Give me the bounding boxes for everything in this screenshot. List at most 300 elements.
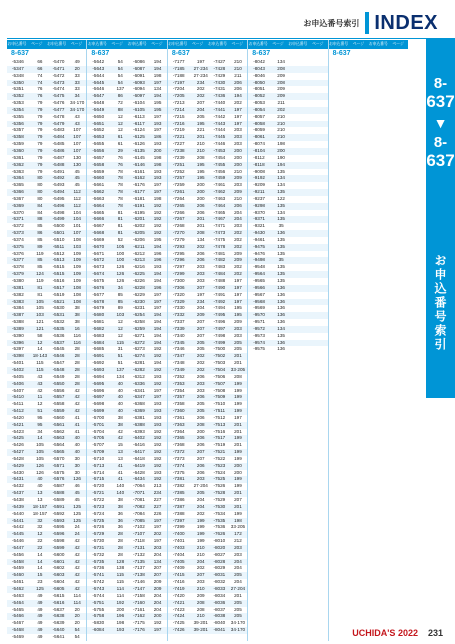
page-ref: 192 xyxy=(153,435,162,441)
index-row xyxy=(87,442,166,449)
order-number: -5593 xyxy=(52,517,65,523)
index-row xyxy=(87,367,166,374)
order-number: -8053 xyxy=(253,100,265,106)
page-ref: 200 xyxy=(234,462,242,468)
page-ref: 209 xyxy=(277,93,285,99)
order-number: -5355 xyxy=(12,113,24,119)
page-ref: 95 xyxy=(37,421,43,427)
index-row xyxy=(168,422,247,429)
page-ref: 72 xyxy=(117,100,123,106)
order-number: -5456 xyxy=(12,551,24,557)
order-number: -8043 xyxy=(253,65,265,71)
page-ref: 104 xyxy=(73,209,81,215)
order-number: -9564 xyxy=(253,271,265,277)
order-number xyxy=(290,257,309,264)
order-number: -6206 xyxy=(133,236,145,242)
order-number: -5681 xyxy=(92,319,105,325)
index-row xyxy=(7,93,86,100)
page-ref: 33·205 xyxy=(230,524,246,530)
order-number xyxy=(290,305,309,312)
index-row xyxy=(248,346,327,353)
page-ref: 199 xyxy=(196,524,205,530)
page-ref: 198 xyxy=(277,141,285,147)
order-number: -7354 xyxy=(172,387,185,393)
page-ref: 201 xyxy=(234,442,242,448)
order-number: -5510 xyxy=(52,236,65,242)
order-number: -6181 xyxy=(133,195,145,201)
page-ref: 14 xyxy=(37,551,43,557)
order-number: -5547 xyxy=(52,360,65,366)
index-row xyxy=(87,189,166,196)
order-number: -5405 xyxy=(12,373,24,379)
page-ref: 76 xyxy=(117,154,123,160)
page-ref: 112 xyxy=(73,189,81,195)
page-ref: 46 xyxy=(74,483,80,489)
page-ref: 210 xyxy=(196,551,205,557)
page-ref: 207 xyxy=(196,572,205,578)
page-ref: 192 xyxy=(153,202,162,208)
page-ref: 42 xyxy=(74,579,80,585)
page-ref: 192 xyxy=(153,620,162,626)
order-number: -7502 xyxy=(213,353,226,359)
page-ref: 42 xyxy=(74,401,80,407)
order-number: -7132 xyxy=(133,551,145,557)
page-ref: 209 xyxy=(234,257,242,263)
page-ref: 95 xyxy=(37,414,43,420)
page-ref: 208 xyxy=(277,65,285,71)
order-number: -7534 xyxy=(213,510,226,516)
page-ref: 194 xyxy=(153,65,162,71)
page-ref: 81 xyxy=(37,291,43,297)
order-number: -9548 xyxy=(253,264,265,270)
page-ref: 79 xyxy=(37,147,43,153)
order-number: -6086 xyxy=(133,59,145,64)
page-ref: 194 xyxy=(153,332,162,338)
index-row xyxy=(168,333,247,340)
order-number: -7526 xyxy=(213,483,226,489)
page-ref: 136 xyxy=(277,346,285,352)
index-row xyxy=(87,216,166,223)
order-number xyxy=(290,100,309,107)
order-number: -5467 xyxy=(12,620,24,626)
order-number: -5532 xyxy=(52,319,65,325)
order-number xyxy=(290,244,309,251)
page-ref: 136 xyxy=(277,312,285,318)
page-ref: 79 xyxy=(37,154,43,160)
index-row xyxy=(168,552,247,559)
index-row xyxy=(7,86,86,93)
order-number xyxy=(290,182,309,189)
page-ref: 194 xyxy=(153,278,162,283)
page-ref: 42 xyxy=(74,538,80,544)
page-ref xyxy=(309,73,328,80)
order-number: -7161 xyxy=(133,606,145,612)
order-number: -7270 xyxy=(172,230,185,236)
page-ref: 206 xyxy=(196,442,205,448)
column-label: お申込番号 xyxy=(47,42,67,46)
page-ref: 197 xyxy=(234,284,242,290)
page-ref: 28 xyxy=(117,538,123,544)
order-number: -7426 xyxy=(172,627,185,633)
page-ref xyxy=(309,210,328,217)
order-number: -7626 xyxy=(213,531,226,537)
index-row xyxy=(248,278,327,285)
index-row xyxy=(168,435,247,442)
order-number: -7425 xyxy=(172,620,185,626)
order-number: -8036 xyxy=(213,599,226,605)
order-number: -6274 xyxy=(133,353,145,359)
page-ref: 74 xyxy=(37,79,43,85)
page-ref: 124 xyxy=(36,271,44,277)
order-number: -7521 xyxy=(213,449,226,455)
index-row xyxy=(7,579,86,586)
order-number: -7453 xyxy=(213,147,226,153)
order-number: -7405 xyxy=(172,558,185,564)
page-ref: 203 xyxy=(153,544,162,550)
order-number: -5478 xyxy=(52,113,65,119)
index-row xyxy=(248,86,327,93)
order-number: -5515 xyxy=(52,271,65,277)
page-ref: 115 xyxy=(36,366,44,372)
page-ref: 206 xyxy=(234,79,242,85)
order-number: -9211 xyxy=(253,189,265,195)
order-number: -7175 xyxy=(133,620,145,626)
order-number: -7365 xyxy=(172,435,185,441)
page-ref: 197 xyxy=(153,113,162,119)
page-ref: 40 xyxy=(37,476,43,482)
page-ref: 202 xyxy=(196,510,205,516)
page-ref: 49 xyxy=(37,627,43,633)
page-ref: 81 xyxy=(117,223,123,229)
index-row xyxy=(168,565,247,572)
index-row xyxy=(7,511,86,518)
order-number: -7482 xyxy=(213,257,226,263)
order-number: -5639 xyxy=(52,620,65,626)
index-row xyxy=(7,292,86,299)
header-title: INDEX xyxy=(374,11,438,34)
order-number: -7131 xyxy=(133,544,145,550)
page-ref: 126 xyxy=(36,469,44,475)
column-label: お申込番号 xyxy=(329,42,349,46)
page-ref: 202 xyxy=(196,366,205,372)
order-number: -5546 xyxy=(52,353,65,359)
order-number: -5600 xyxy=(52,551,65,557)
column-label: お申込番号 xyxy=(87,42,107,46)
order-number: -6416 xyxy=(133,442,145,448)
page-ref: 78 xyxy=(117,182,123,188)
order-number: -9430 xyxy=(253,230,265,236)
index-row xyxy=(248,93,327,100)
block-header xyxy=(329,40,408,49)
order-number: -6093 xyxy=(133,79,145,85)
page-ref: 203 xyxy=(234,182,242,188)
page-ref xyxy=(309,148,328,155)
index-row xyxy=(87,121,166,128)
order-number: -5421 xyxy=(12,421,24,427)
index-row xyxy=(87,613,166,620)
index-row xyxy=(87,374,166,381)
page-ref: 39·201 xyxy=(193,620,208,626)
index-row xyxy=(168,490,247,497)
page-ref: 28 xyxy=(117,544,123,550)
order-number: -5351 xyxy=(12,86,24,92)
order-number: -5447 xyxy=(12,544,24,550)
order-number: -8042 xyxy=(253,59,265,64)
index-row xyxy=(168,80,247,87)
order-number: -5519 xyxy=(52,291,65,297)
page-ref: 126 xyxy=(116,271,125,277)
page-ref: 79 xyxy=(37,100,43,106)
order-number: -7348 xyxy=(172,360,185,366)
index-row xyxy=(7,264,86,271)
page-ref: 197 xyxy=(196,291,205,297)
page-ref: 33 xyxy=(74,79,80,85)
page-ref: 205 xyxy=(196,346,205,352)
page-ref xyxy=(309,127,328,134)
page-ref: 203 xyxy=(234,332,242,338)
order-number: -6161 xyxy=(133,168,145,174)
order-number: -8112 xyxy=(253,154,265,160)
order-number: -5473 xyxy=(52,79,65,85)
page-ref: 195 xyxy=(234,312,242,318)
order-number: -7529 xyxy=(213,497,226,502)
order-number: -5647 xyxy=(92,93,105,99)
index-row xyxy=(87,237,166,244)
order-number: -7146 xyxy=(133,579,145,585)
order-number: -7399 xyxy=(172,524,185,530)
page-ref: 28 xyxy=(74,360,80,366)
index-row xyxy=(87,319,166,326)
page-ref: 105 xyxy=(36,442,44,448)
page-ref: 20 xyxy=(74,620,80,626)
index-row xyxy=(7,210,86,217)
index-row xyxy=(168,216,247,223)
order-number: -8054 xyxy=(253,106,265,112)
page-ref: 115 xyxy=(116,579,124,585)
order-number: -7495 xyxy=(213,312,226,318)
page-ref: 78 xyxy=(117,168,123,174)
index-row xyxy=(168,182,247,189)
index-row xyxy=(7,251,86,258)
page-ref: 54 xyxy=(74,627,80,633)
index-row xyxy=(7,73,86,80)
order-number: -7528 xyxy=(213,490,226,496)
order-number: -9568 xyxy=(253,298,265,304)
page-ref: 190 xyxy=(277,154,285,160)
index-row xyxy=(7,196,86,203)
page-ref: 207 xyxy=(153,565,162,571)
page-ref: 20 xyxy=(74,65,80,71)
order-number: -5550 xyxy=(52,380,65,386)
order-number: -6226 xyxy=(133,278,145,283)
order-number: -7221 xyxy=(172,134,185,140)
order-number: -5605 xyxy=(52,585,65,591)
index-row xyxy=(87,93,166,100)
index-row xyxy=(168,401,247,408)
page-ref: 78 xyxy=(117,175,123,181)
page-ref xyxy=(309,86,328,93)
order-number: -6336 xyxy=(133,380,145,386)
page-ref: 66 xyxy=(37,65,43,71)
index-row xyxy=(87,388,166,395)
order-number: -5420 xyxy=(12,414,24,420)
page-ref: 203 xyxy=(196,380,205,386)
index-row xyxy=(168,134,247,141)
order-number: -5743 xyxy=(92,585,105,591)
page-ref: 207 xyxy=(153,572,162,578)
order-number: -5375 xyxy=(12,243,24,249)
order-number: -5535 xyxy=(52,325,65,331)
order-number: -7429 xyxy=(213,72,226,78)
order-number: -8104 xyxy=(253,147,265,153)
index-row xyxy=(87,490,166,497)
page-ref: 193 xyxy=(153,168,162,174)
order-number: -8027 xyxy=(213,551,226,557)
index-row xyxy=(7,346,86,353)
order-number: -5598 xyxy=(52,538,65,544)
order-number: -7490 xyxy=(213,284,226,290)
page-ref xyxy=(309,134,328,141)
index-row xyxy=(168,305,247,312)
page-ref: 43 xyxy=(74,113,80,119)
order-number: -5459 xyxy=(12,565,24,571)
order-number: -7340 xyxy=(172,332,185,338)
order-number: -6418 xyxy=(133,455,145,461)
page-ref: 136 xyxy=(277,319,285,325)
order-number: -8051 xyxy=(253,86,265,92)
index-row xyxy=(248,114,327,121)
index-row xyxy=(168,545,247,552)
index-row xyxy=(87,607,166,614)
page-ref: 202 xyxy=(234,271,242,277)
index-row xyxy=(87,86,166,93)
order-number: -7339 xyxy=(172,325,185,331)
order-number: -7071 xyxy=(133,490,145,496)
page-ref: 58 xyxy=(37,332,43,338)
index-row xyxy=(248,189,327,196)
order-number: -7504 xyxy=(213,366,226,372)
order-number: -5648 xyxy=(92,100,105,106)
order-number: -7297 xyxy=(172,264,185,270)
page-ref: 199 xyxy=(234,408,242,414)
page-ref: 42 xyxy=(74,544,80,550)
page-ref: 202 xyxy=(234,100,242,106)
order-number: -5724 xyxy=(92,510,105,516)
order-number: -6126 xyxy=(133,141,145,147)
order-number: -7158 xyxy=(133,592,145,598)
page-ref: 192 xyxy=(153,476,162,482)
index-row xyxy=(168,504,247,511)
index-row xyxy=(168,189,247,196)
order-number: -5698 xyxy=(92,401,105,407)
page-ref: 195 xyxy=(153,100,162,106)
page-ref: 125 xyxy=(73,517,81,523)
index-row xyxy=(168,230,247,237)
order-number xyxy=(290,189,309,196)
order-number: -5500 xyxy=(52,223,65,229)
index-row xyxy=(7,134,86,141)
order-number: -5710 xyxy=(92,455,105,461)
order-number: -7500 xyxy=(213,346,226,352)
order-number: -6368 xyxy=(133,401,145,407)
order-number: -5484 xyxy=(52,134,65,140)
order-number: -7360 xyxy=(172,408,185,414)
order-number: -7446 xyxy=(213,141,226,147)
index-row xyxy=(7,586,86,593)
order-number: -6254 xyxy=(133,312,145,318)
order-number: -5373 xyxy=(12,230,24,236)
index-row xyxy=(87,572,166,579)
order-number: -5564 xyxy=(52,442,65,448)
order-number: -5366 xyxy=(12,189,24,195)
order-number: -7364 xyxy=(172,428,185,434)
order-number: -6341 xyxy=(133,387,145,393)
index-row xyxy=(248,312,327,319)
index-row xyxy=(87,408,166,415)
order-number: -7491 xyxy=(213,291,226,297)
tab-top-number: 637 xyxy=(426,92,455,111)
page-ref: 13 xyxy=(117,455,123,461)
index-row xyxy=(248,203,327,210)
page-ref: 35 xyxy=(278,223,284,229)
order-number: -5652 xyxy=(92,127,105,133)
page-ref: 85 xyxy=(37,257,43,263)
page-ref: 134 xyxy=(277,175,285,181)
index-row xyxy=(168,162,247,169)
page-ref: 107 xyxy=(73,134,81,140)
order-number: -5667 xyxy=(92,223,105,229)
index-row xyxy=(7,182,86,189)
page-ref: 197 xyxy=(234,120,242,126)
page-ref: 200 xyxy=(234,161,242,167)
page-ref: 54 xyxy=(74,633,80,639)
order-number: -9461 xyxy=(253,236,265,242)
order-number: -6124 xyxy=(133,127,145,133)
page-ref: 54 xyxy=(117,65,123,71)
order-number: -5469 xyxy=(12,633,24,639)
order-number: -9573 xyxy=(253,332,265,338)
order-number: -7345 xyxy=(172,339,185,345)
order-number: -6393 xyxy=(133,428,145,434)
order-number: -6191 xyxy=(133,202,145,208)
page-ref: 42 xyxy=(74,551,80,557)
footer-brand: UCHIDA'S 2022 xyxy=(352,628,418,638)
index-row xyxy=(7,600,86,607)
order-number: -8059 xyxy=(253,127,265,133)
order-number: -6117 xyxy=(133,120,145,126)
order-number: -5646 xyxy=(92,86,105,92)
order-number: -5671 xyxy=(92,250,105,256)
order-number: -5423 xyxy=(12,428,24,434)
index-row xyxy=(168,237,247,244)
page-ref: 198 xyxy=(234,517,242,523)
page-ref: 107 xyxy=(73,147,81,153)
order-number: -5664 xyxy=(92,202,105,208)
order-number: -5498 xyxy=(52,209,65,215)
order-number: -7400 xyxy=(172,531,185,537)
page-ref: 42 xyxy=(74,558,80,564)
order-number: -6369 xyxy=(133,408,145,414)
page-ref: 107 xyxy=(73,230,81,236)
order-number: -7423 xyxy=(172,606,185,612)
order-number: -7252 xyxy=(172,168,185,174)
order-number: -7419 xyxy=(172,585,185,591)
index-row xyxy=(7,497,86,504)
page-ref: 13 xyxy=(37,490,43,496)
order-number: -5683 xyxy=(92,332,105,338)
order-number: -5476 xyxy=(52,100,65,106)
page-ref: 208 xyxy=(196,599,205,605)
